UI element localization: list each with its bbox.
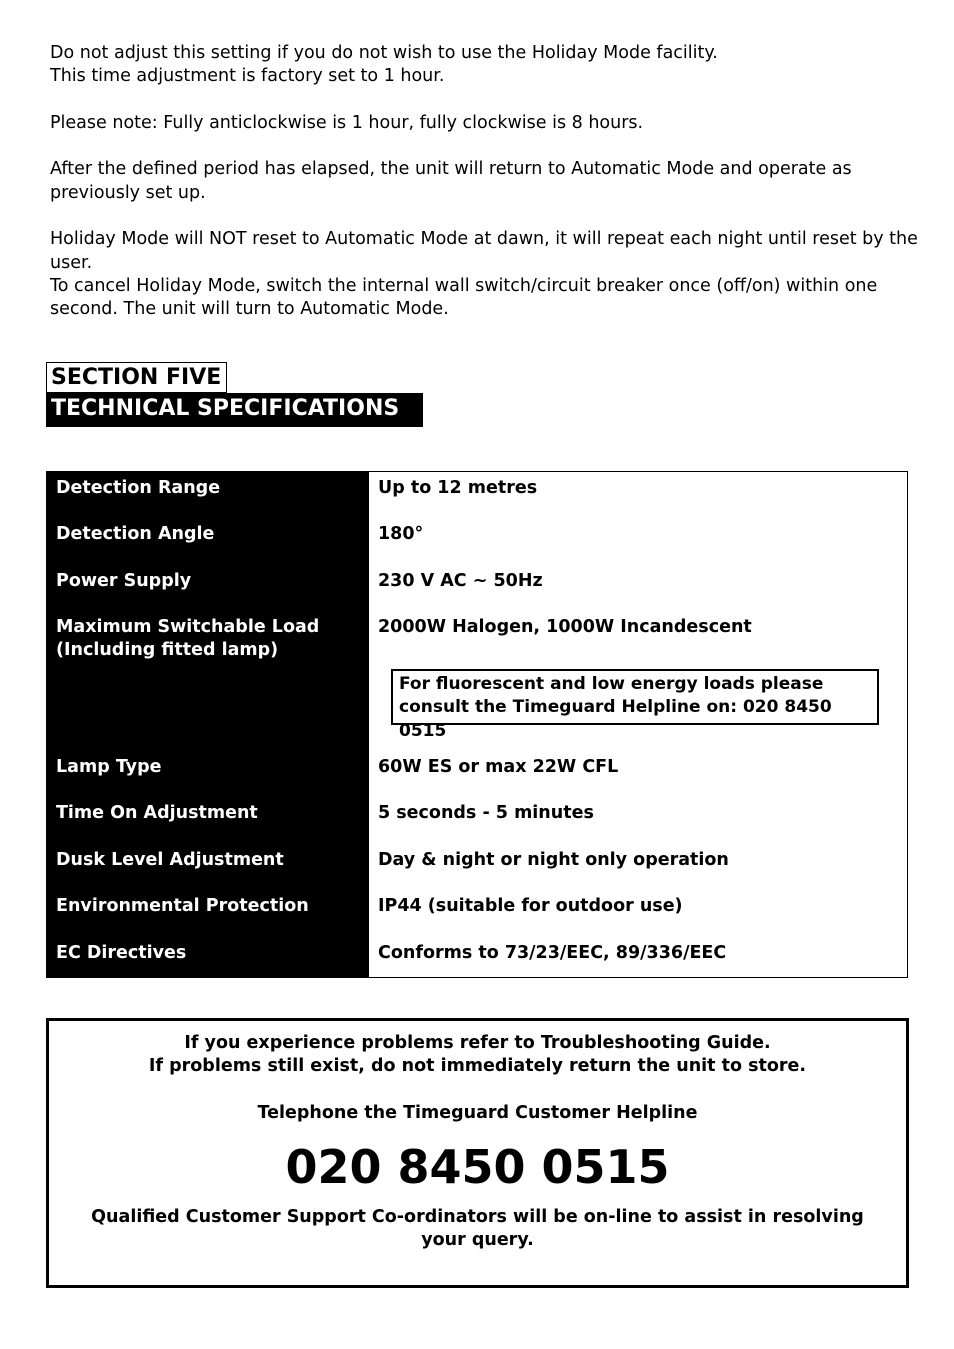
intro-paragraph-2: Please note: Fully anticlockwise is 1 hour, fully clockwise is 8 hours. [50,112,644,133]
spec-value: Day & night or night only operation [378,850,729,870]
helpline-phone-number: 020 8450 0515 [285,1139,670,1194]
intro-paragraph-4: Holiday Mode will NOT reset to Automatic Mode at dawn, it will repeat each night until reset by the user. [50,229,918,273]
spec-table [46,471,908,978]
section-number: SECTION FIVE [46,362,227,393]
helpline-line-1: If you experience problems refer to Troubleshooting Guide. [184,1033,771,1053]
spec-value: 230 V AC ~ 50Hz [378,571,543,591]
intro-paragraph-1a: Do not adjust this setting if you do not wish to use the Holiday Mode facility. [50,43,718,63]
load-note-line-2: consult the Timeguard Helpline on: 020 8450 0515 [399,697,832,741]
intro-paragraph-3: After the defined period has elapsed, the unit will return to Automatic Mode and operate as previously set up. [50,159,852,203]
spec-label: Lamp Type [56,757,162,777]
helpline-box [46,1018,909,1288]
spec-label-line-2: (Including fitted lamp) [56,640,279,661]
spec-value: 2000W Halogen, 1000W Incandescent [378,617,752,637]
spec-label: Detection Angle [56,524,215,544]
helpline-line-4: Qualified Customer Support Co-ordinators will be on-line to assist in resolving your query. [91,1206,864,1251]
helpline-line-3: Telephone the Timeguard Customer Helpline [257,1102,698,1123]
spec-value: Up to 12 metres [378,478,538,498]
spec-value: 60W ES or max 22W CFL [378,757,619,777]
spec-value: Conforms to 73/23/EEC, 89/336/EEC [378,943,727,963]
load-note-box [391,669,879,741]
spec-label: Environmental Protection [56,896,309,916]
helpline-line-2: If problems still exist, do not immediately return the unit to store. [148,1056,807,1077]
section-title: TECHNICAL SPECIFICATIONS [46,393,423,427]
spec-label [56,616,361,663]
spec-label: EC Directives [56,943,187,963]
spec-label: Dusk Level Adjustment [56,850,284,870]
section-heading [46,362,423,427]
intro-paragraph-5: To cancel Holiday Mode, switch the internal wall switch/circuit breaker once (off/on) within one second. The unit will turn to Automatic Mode. [50,275,878,320]
intro-text [50,42,920,345]
spec-label: Power Supply [56,571,192,591]
load-note-line-1: For fluorescent and low energy loads please [399,674,824,694]
spec-label: Time On Adjustment [56,803,258,823]
spec-value: 180° [378,524,424,544]
spec-label: Detection Range [56,478,221,498]
spec-value: 5 seconds - 5 minutes [378,803,594,823]
spec-label-line-1: Maximum Switchable Load [56,617,320,637]
intro-paragraph-1b: This time adjustment is factory set to 1 hour. [50,66,445,87]
spec-value: IP44 (suitable for outdoor use) [378,896,683,916]
